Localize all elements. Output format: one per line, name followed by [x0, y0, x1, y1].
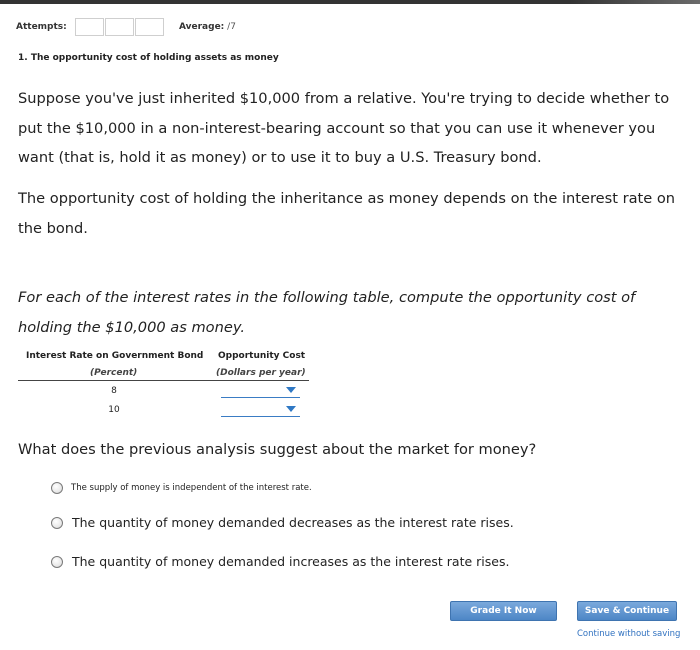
- radio-button-icon[interactable]: [51, 556, 63, 568]
- table-header-rule: [18, 380, 309, 381]
- radio-option-demand-decreases[interactable]: [51, 515, 514, 530]
- radio-option-supply-independent[interactable]: [51, 482, 312, 494]
- col-subheader-dollars: (Dollars per year): [216, 368, 306, 378]
- save-continue-button[interactable]: Save & Continue: [577, 601, 677, 621]
- question2-prompt: What does the previous analysis suggest about the market for money?: [18, 441, 537, 458]
- radio-button-icon[interactable]: [51, 517, 63, 529]
- question-paragraph-1: Suppose you've just inherited $10,000 from a relative. You're trying to decide whether to put the $10,000 in a non-interest-bearing account so that you can use it whenever you want (that is, hold it as money) or to use it to buy a U.S. Treasury bond.: [18, 90, 670, 166]
- table-instruction: For each of the interest rates in the following table, compute the opportunity cost of holding the $10,000 as money.: [18, 289, 636, 336]
- chevron-down-icon: [286, 406, 296, 412]
- question-paragraph-2: The opportunity cost of holding the inheritance as money depends on the interest rate on the bond.: [18, 190, 676, 237]
- grade-it-now-button[interactable]: Grade It Now: [450, 601, 557, 621]
- attempt-box: [105, 18, 134, 36]
- attempts-row: [16, 16, 165, 38]
- attempt-box: [135, 18, 164, 36]
- top-bar-fade: [570, 0, 700, 4]
- average-value: /7: [227, 22, 236, 32]
- average-score: [179, 22, 236, 32]
- opportunity-cost-dropdown[interactable]: [221, 384, 300, 398]
- col-header-interest-rate: Interest Rate on Government Bond: [26, 351, 204, 361]
- col-header-opportunity-cost: Opportunity Cost: [218, 351, 306, 361]
- question-title: 1. The opportunity cost of holding assets as money: [18, 53, 279, 63]
- radio-option-label: The supply of money is independent of the interest rate.: [71, 483, 312, 493]
- radio-button-icon[interactable]: [51, 482, 63, 494]
- average-label: Average:: [179, 22, 225, 32]
- radio-option-label: The quantity of money demanded decreases as the interest rate rises.: [72, 515, 514, 530]
- attempt-box: [75, 18, 104, 36]
- chevron-down-icon: [286, 387, 296, 393]
- continue-without-saving-link[interactable]: Continue without saving: [577, 629, 681, 639]
- table-row-rate: 10: [108, 405, 120, 415]
- table-row-rate: 8: [111, 386, 117, 396]
- attempt-boxes: [75, 18, 165, 36]
- radio-option-label: The quantity of money demanded increases as the interest rate rises.: [72, 554, 510, 569]
- attempts-label: Attempts:: [16, 22, 67, 32]
- radio-option-demand-increases[interactable]: [51, 554, 509, 569]
- col-subheader-percent: (Percent): [90, 368, 138, 378]
- opportunity-cost-dropdown[interactable]: [221, 403, 300, 417]
